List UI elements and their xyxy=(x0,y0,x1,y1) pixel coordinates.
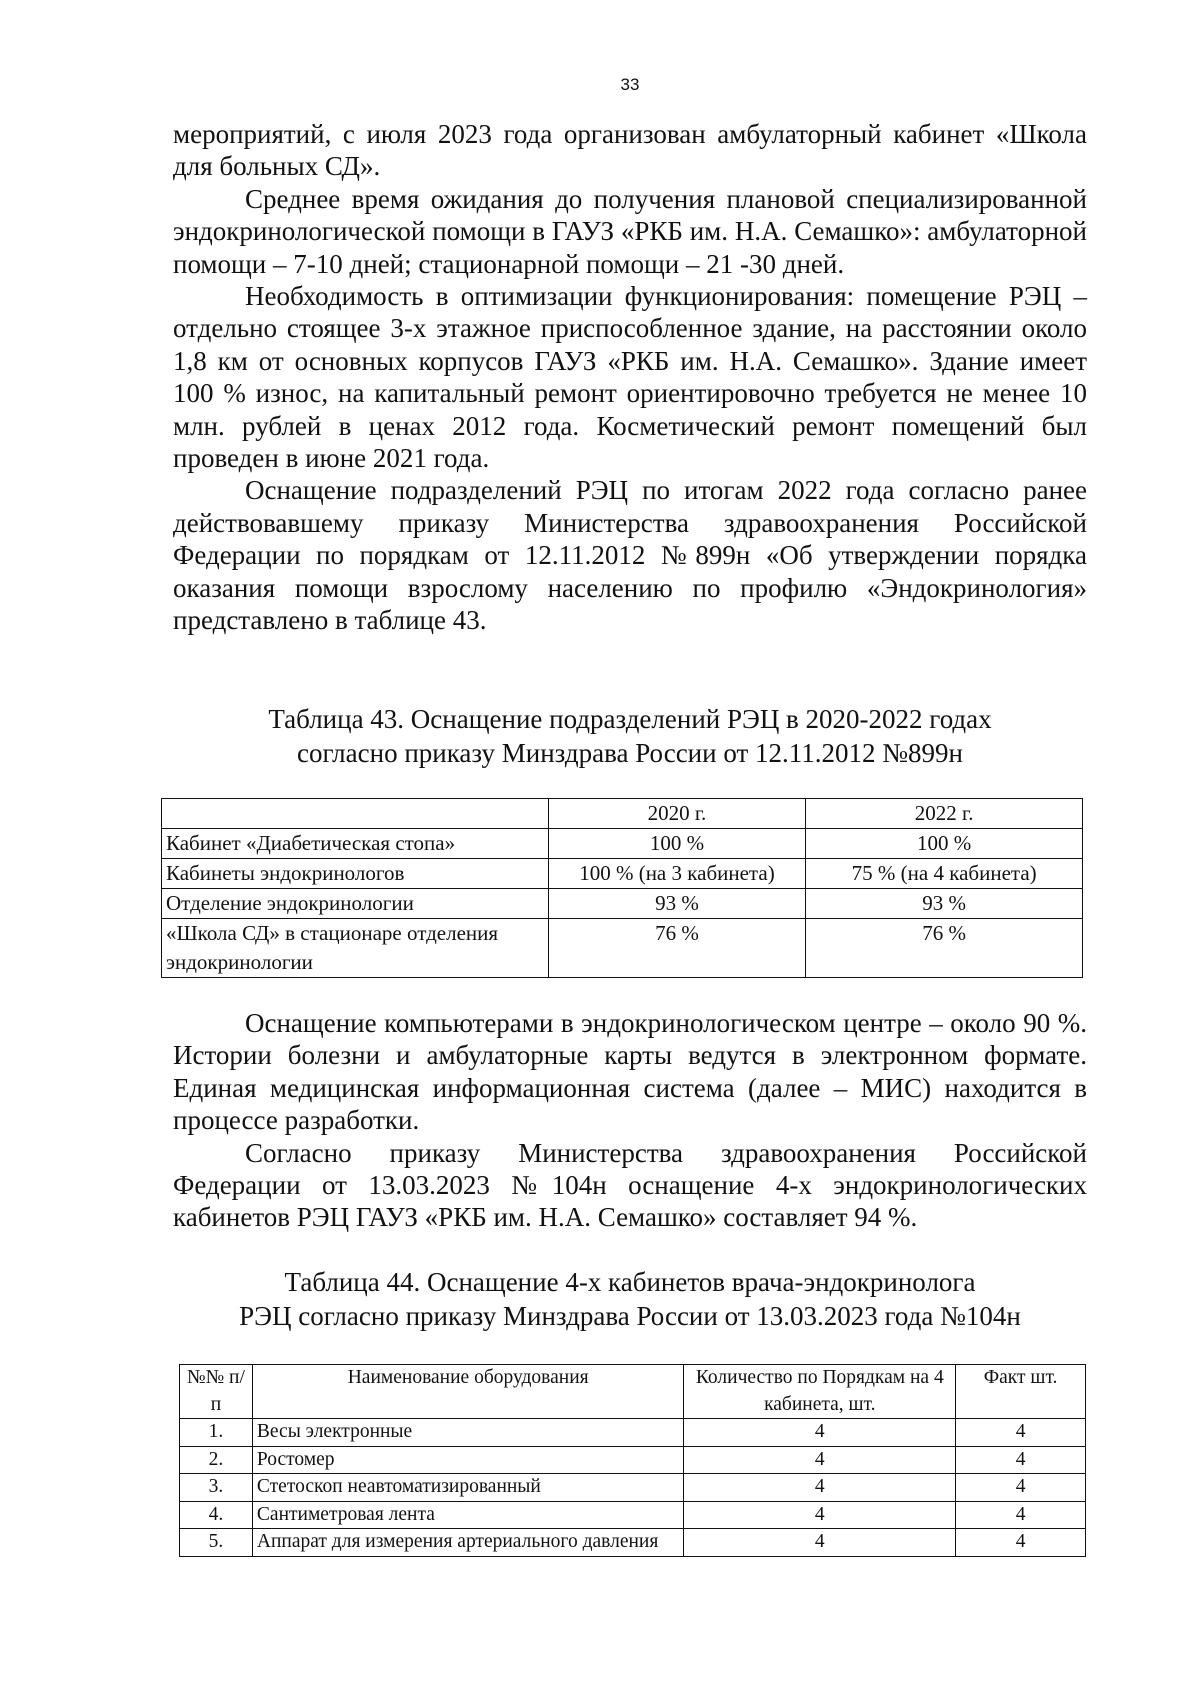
table-cell: 4 xyxy=(684,1474,956,1502)
table-cell: 4 xyxy=(956,1446,1086,1474)
table-header-cell: Факт шт. xyxy=(956,1365,1086,1419)
table-header-cell xyxy=(162,799,549,829)
table-cell: 4 xyxy=(956,1474,1086,1502)
table-cell: 100 % xyxy=(548,829,806,859)
table-cell: 100 % (на 3 кабинета) xyxy=(548,859,806,889)
table-cell: Стетоскоп неавтоматизированный xyxy=(252,1474,684,1502)
table43-caption xyxy=(173,702,1087,770)
table44-caption-line1: Таблица 44. Оснащение 4-х кабинетов врача-эндокринолога xyxy=(284,1267,976,1297)
table-row xyxy=(180,1419,1086,1447)
table-row xyxy=(162,829,1083,859)
table43-caption-line1: Таблица 43. Оснащение подразделений РЭЦ в 2020-2022 годах xyxy=(268,704,992,734)
table44-caption-line2: РЭЦ согласно приказу Минздрава России от 13.03.2023 года №104н xyxy=(239,1301,1021,1331)
table-cell: 93 % xyxy=(806,889,1083,919)
table43-caption-line2: согласно приказу Минздрава России от 12.11.2012 №899н xyxy=(297,738,963,768)
page-number: 33 xyxy=(620,75,640,94)
table-cell: Весы электронные xyxy=(252,1419,684,1447)
table-44 xyxy=(179,1364,1086,1557)
table-header-row xyxy=(180,1365,1086,1419)
paragraph-4: Оснащение подразделений РЭЦ по итогам 2022 года согласно ранее действовавшему приказу Министерства здравоохранения Российской Федерации по порядкам от 12.11.2012 №899н «Об утверждении порядка оказания помощи взрослому населению по профилю «Эндокринология» представлено в таблице 43. xyxy=(173,475,1087,636)
table-cell: «Школа СД» в стационаре отделения эндокринологии xyxy=(162,919,549,978)
table-header-cell: 2022 г. xyxy=(806,799,1083,829)
table-row xyxy=(180,1529,1086,1557)
table-cell: 1. xyxy=(180,1419,253,1447)
table-row xyxy=(180,1501,1086,1529)
table-cell: 76 % xyxy=(806,919,1083,978)
table-cell: Сантиметровая лента xyxy=(252,1501,684,1529)
table-cell: 4 xyxy=(956,1501,1086,1529)
table-header-cell: 2020 г. xyxy=(548,799,806,829)
table-row xyxy=(162,919,1083,978)
table-cell: 75 % (на 4 кабинета) xyxy=(806,859,1083,889)
table-cell: Кабинет «Диабетическая стопа» xyxy=(162,829,549,859)
paragraph-3: Необходимость в оптимизации функционирования: помещение РЭЦ – отдельно стоящее 3-х этажное приспособленное здание, на расстоянии около 1,8 км от основных корпусов ГАУЗ «РКБ им. Н.А. Семашко». Здание имеет 100 % износ, на капитальный ремонт ориентировочно требуется не менее 10 млн. рублей в ценах 2012 года. Косметический ремонт помещений был проведен в июне 2021 года. xyxy=(173,281,1087,474)
table-cell: 100 % xyxy=(806,829,1083,859)
table-cell: 76 % xyxy=(548,919,806,978)
table44-caption xyxy=(173,1265,1087,1333)
paragraph-5: Оснащение компьютерами в эндокринологическом центре – около 90 %. Истории болезни и амбулаторные карты ведутся в электронном формате. Единая медицинская информационная система (далее – МИС) находится в процессе разработки. xyxy=(173,1008,1087,1136)
table-43 xyxy=(161,798,1083,978)
table-cell: Кабинеты эндокринологов xyxy=(162,859,549,889)
table-cell: 4 xyxy=(684,1529,956,1557)
table-header-cell: №№ п/п xyxy=(180,1365,253,1419)
table-cell: 4 xyxy=(956,1529,1086,1557)
table-cell: 4 xyxy=(956,1419,1086,1447)
body-text-middle xyxy=(173,1007,1087,1234)
table-header-row xyxy=(162,799,1083,829)
table-cell: 3. xyxy=(180,1474,253,1502)
paragraph-1: мероприятий, с июля 2023 года организован амбулаторный кабинет «Школа для больных СД». xyxy=(173,119,1087,182)
table-row xyxy=(162,889,1083,919)
table-cell: 4 xyxy=(684,1446,956,1474)
table-row xyxy=(180,1474,1086,1502)
table-row xyxy=(162,859,1083,889)
table-cell: 93 % xyxy=(548,889,806,919)
table-cell: 4 xyxy=(684,1501,956,1529)
paragraph-2: Среднее время ожидания до получения плановой специализированной эндокринологической помощи в ГАУЗ «РКБ им. Н.А. Семашко»: амбулаторной помощи – 7-10 дней; стационарной помощи – 21 -30 дней. xyxy=(173,183,1087,279)
table-cell: 2. xyxy=(180,1446,253,1474)
table-cell: 4. xyxy=(180,1501,253,1529)
table-cell: 5. xyxy=(180,1529,253,1557)
body-text-top xyxy=(173,118,1087,637)
table-row xyxy=(180,1446,1086,1474)
table-header-cell: Наименование оборудования xyxy=(252,1365,684,1419)
table-cell: Аппарат для измерения артериального давления xyxy=(252,1529,684,1557)
table-header-cell: Количество по Порядкам на 4 кабинета, шт. xyxy=(684,1365,956,1419)
table-cell: 4 xyxy=(684,1419,956,1447)
table-cell: Отделение эндокринологии xyxy=(162,889,549,919)
paragraph-6: Согласно приказу Министерства здравоохранения Российской Федерации от 13.03.2023 №104н оснащение 4-х эндокринологических кабинетов РЭЦ ГАУЗ «РКБ им. Н.А. Семашко» составляет 94 %. xyxy=(173,1137,1087,1233)
table-cell: Ростомер xyxy=(252,1446,684,1474)
